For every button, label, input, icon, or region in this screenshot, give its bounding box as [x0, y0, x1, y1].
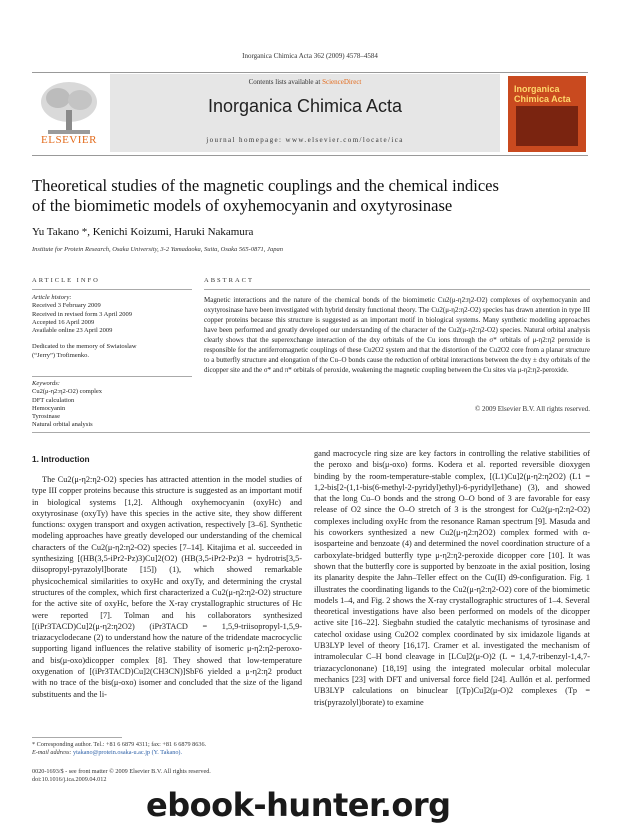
sciencedirect-link[interactable]: ScienceDirect — [322, 78, 362, 86]
elsevier-logo — [34, 76, 104, 150]
dedication-line: (“Jerry”) Trofimenko. — [32, 351, 90, 359]
abstract-heading: ABSTRACT — [204, 277, 254, 284]
issn-line: 0020-1693/$ - see front matter © 2009 Elsevier B.V. All rights reserved. — [32, 768, 211, 775]
article-info-rule — [32, 289, 192, 290]
body-left-column: The Cu2(μ-η2:η2-O2) species has attracted attention in the model studies of type III copper proteins because this structure is suggested as an important motif in biological systems [1,2]. Although oxyhemocyanin (oxyHc) and oxytyrosinase (oxyTy) have this species in the active site, they show different functions: oxygen transport and oxygen activation, respectively [3–6]. Synthetic modeling approaches have greatly developed our understanding of the chemical characters of the Cu2(μ-η2:η2-O2) species [7–14]. Kitajima et al. succeeded in synthesizing [(HB(3,5-iPr2-Pz)3)Cu]2(O2) (HB(3,5-iPr2-Pz)3 = hydrotris[3,5-diisopropyl-pyrazolyl]borate [15]) (1), which showed remarkable physicochemical similarities to oxyHc and oxyTy, and determining the crystal structures of the complex, which first characterized a Cu2(μ-η2:η2-O2) structure for the active site of oxyHc, before the X-ray crystallographic structures of Hc were reported [7]. Tolman and his collaborators synthesized [(iPr3TACD)Cu]2(μ-η2:η2O2) (iPr3TACD = 1,5,9-triisopropyl-1,5,9-triazacyclodecane (2) to understand how the nature of the tridendate macrocyclic supporting ligand influences the relative stability of isomeric μ-η2:η2-peroxo- and bis(μ-oxo)dicopper complex [8]. They showed that low-temperature oxygenation of [(iPr3TACD)Cu]2(CH3CN)]SbF6 yielded a μ-η2:η2 product with no trace of the bis(μ-oxo) isomer and concluded that the size of the ligand substituents and the li- — [32, 475, 302, 699]
journal-homepage[interactable]: journal homepage: www.elsevier.com/locate/ica — [206, 136, 404, 144]
keywords-rule — [32, 376, 192, 377]
journal-citation: Inorganica Chimica Acta 362 (2009) 4578–4584 — [242, 52, 378, 60]
history-label: Article history: — [32, 294, 72, 301]
abstract-text: Magnetic interactions and the nature of the chemical bonds of the biomimetic Cu2(μ-η2:η2-O2) complexes of oxyhemocyanin and oxytyrosinase have been investigated with hybrid density functional theory. The Cu2(μ-η2:η2-O2) species has drawn attention in type III copper proteins because this structure is suggested as an important motif in biological systems. Many synthetic modeling approaches have been performed and greatly developed our understanding of the character of the Cu2(μ-η2:η2-O2) species. Natural orbital analysis clearly shows that the superexchange interaction of the dxy orbitals of the Cu ions through the σ* orbitals of μ-η2:η2 peroxide is responsible for the antiferromagnetic couplings of these Cu2O2 system and that the distortion of the Cu2O2 core from a planar structure to a butterfly structure and elongation of the Cu–O bonds cause the reduction of orbital interactions between the dxy ± dxy orbitals of the dicopper site and the σ* and π* orbitals of peroxide, weakening the magnetic coupling between the Cu sites via μ-η2:η2-peroxide. — [204, 296, 590, 374]
article-info-heading: ARTICLE INFO — [32, 277, 100, 284]
history-item: Available online 23 April 2009 — [32, 327, 113, 335]
body-right-column: gand macrocycle ring size are key factors in controlling the relative stabilities of the peroxo and bis(μ-oxo) forms. Kodera et al. reported reversible dioxygen binding by the room-temperature-stable complex, [(L1)Cu]2(μ-η2:η2O2) (L1 = 1,2-bis[2-(1,1-bis(6-methyl-2-pyridyl)ethyl)-6-pyridyl]ethane) (3), and showed that the long Cu–O bonds and the strong O–O bond of 3 are favorable for easy release of O2 since the O–O stretch of 3 is the strongest for Cu2(μ-η2:η2-O2) complexes including oxyHc from the resonance Raman spectrum [9]. Masuda and his coworkers synthesized a new Cu2(μ-η2:η2O2) complex formed with α-isosparteine and benzoate (4) and determined the novel coordination structure of a carboxylate-bridged butterfly type μ-η2:η2-peroxide dicopper core [10]. It was shown that the butterfly core is supported by benzoate in the axial position, losing its planarity despite the Jahn–Teller effect on the Cu(II) d9-configuration. Fig. 1 illustrates the coordinating ligands to the Cu2(μ-η2:η2-O2) core of the biomimetic models 1–4, and Fig. 2 shows the X-ray crystallographic structures of 1–4. Several theoretical investigations have also been performed on models of the dicopper active site [16–22]. Siegbahn studied the catalytic mechanisms of tyrosinase and catechol oxidase using Cu2O2 complex coordinated by six imidazole ligands at UB3LYP level of theory [16,17]. Cramer et al. investigated the mechanism of intramolecular C–H bond cleavage in [LCu]2(μ-O)2 (L = 1,4,7-tribenzyl-1,4,7-triazacyclononane) [18,19] using the integrated molecular orbital molecular mechanics [23] with DFT and universal force field [24]. Aullón et al. performed UB3LYP calculations on binuclear [(Tp)Cu]2(μ-O)2 complexes (Tp = tris(pyrazolyl)borate) to examine — [314, 449, 590, 707]
footnote — [32, 741, 302, 757]
author-list: Yu Takano *, Kenichi Koizumi, Haruki Nakamura — [32, 226, 254, 238]
keyword-item: Tyrosinase — [32, 413, 61, 421]
abstract-copyright: © 2009 Elsevier B.V. All rights reserved. — [474, 405, 590, 413]
title-line-1: Theoretical studies of the magnetic couplings and the chemical indices — [32, 176, 499, 195]
journal-title: Inorganica Chimica Acta — [207, 96, 403, 116]
history-item: Received 3 February 2009 — [32, 302, 101, 310]
cover-title: Inorganica Chimica Acta — [514, 84, 571, 104]
keyword-item: DFT calculation — [32, 396, 75, 404]
section-heading: 1. Introduction — [32, 454, 90, 464]
cover-image — [516, 106, 578, 146]
keywords — [32, 380, 192, 430]
affiliation: Institute for Protein Research, Osaka University, 3-2 Yamadaoka, Suita, Osaka 565-0871, Japan — [32, 246, 283, 253]
article-title — [32, 176, 592, 216]
title-line-2: of the biomimetic models of oxyhemocyanin and oxytyrosinase — [32, 196, 453, 215]
history-item: Received in revised form 3 April 2009 — [32, 310, 133, 318]
keyword-item: Cu2(μ-η2:η2-O2) complex — [32, 388, 103, 396]
body-top-rule — [32, 432, 590, 433]
journal-cover — [508, 76, 586, 152]
front-matter — [32, 768, 312, 784]
keyword-item: Natural orbital analysis — [32, 421, 93, 429]
email-label: E-mail address: — [32, 749, 72, 756]
contents-prefix: Contents lists available at — [248, 78, 321, 86]
contents-line — [110, 78, 500, 86]
publisher-name: ELSEVIER — [41, 134, 97, 146]
keyword-item: Hemocyanin — [32, 404, 66, 412]
footnote-rule — [32, 737, 122, 738]
corresponding-author: * Corresponding author. Tel.: +81 6 6879 4311; fax: +81 6 6879 8636. — [32, 741, 207, 748]
email-link[interactable]: ytakano@protein.osaka-u.ac.jp (Y. Takano). — [73, 749, 183, 756]
abstract-rule — [204, 289, 590, 290]
history-item: Accepted 16 April 2009 — [32, 318, 95, 326]
dedication-line: Dedicated to the memory of Swiatoslaw — [32, 343, 137, 351]
article-info — [32, 294, 192, 360]
keywords-label: Keywords: — [32, 380, 60, 387]
watermark: ebook-hunter.org — [146, 786, 451, 824]
doi-line[interactable]: doi:10.1016/j.ica.2009.04.012 — [32, 776, 107, 783]
